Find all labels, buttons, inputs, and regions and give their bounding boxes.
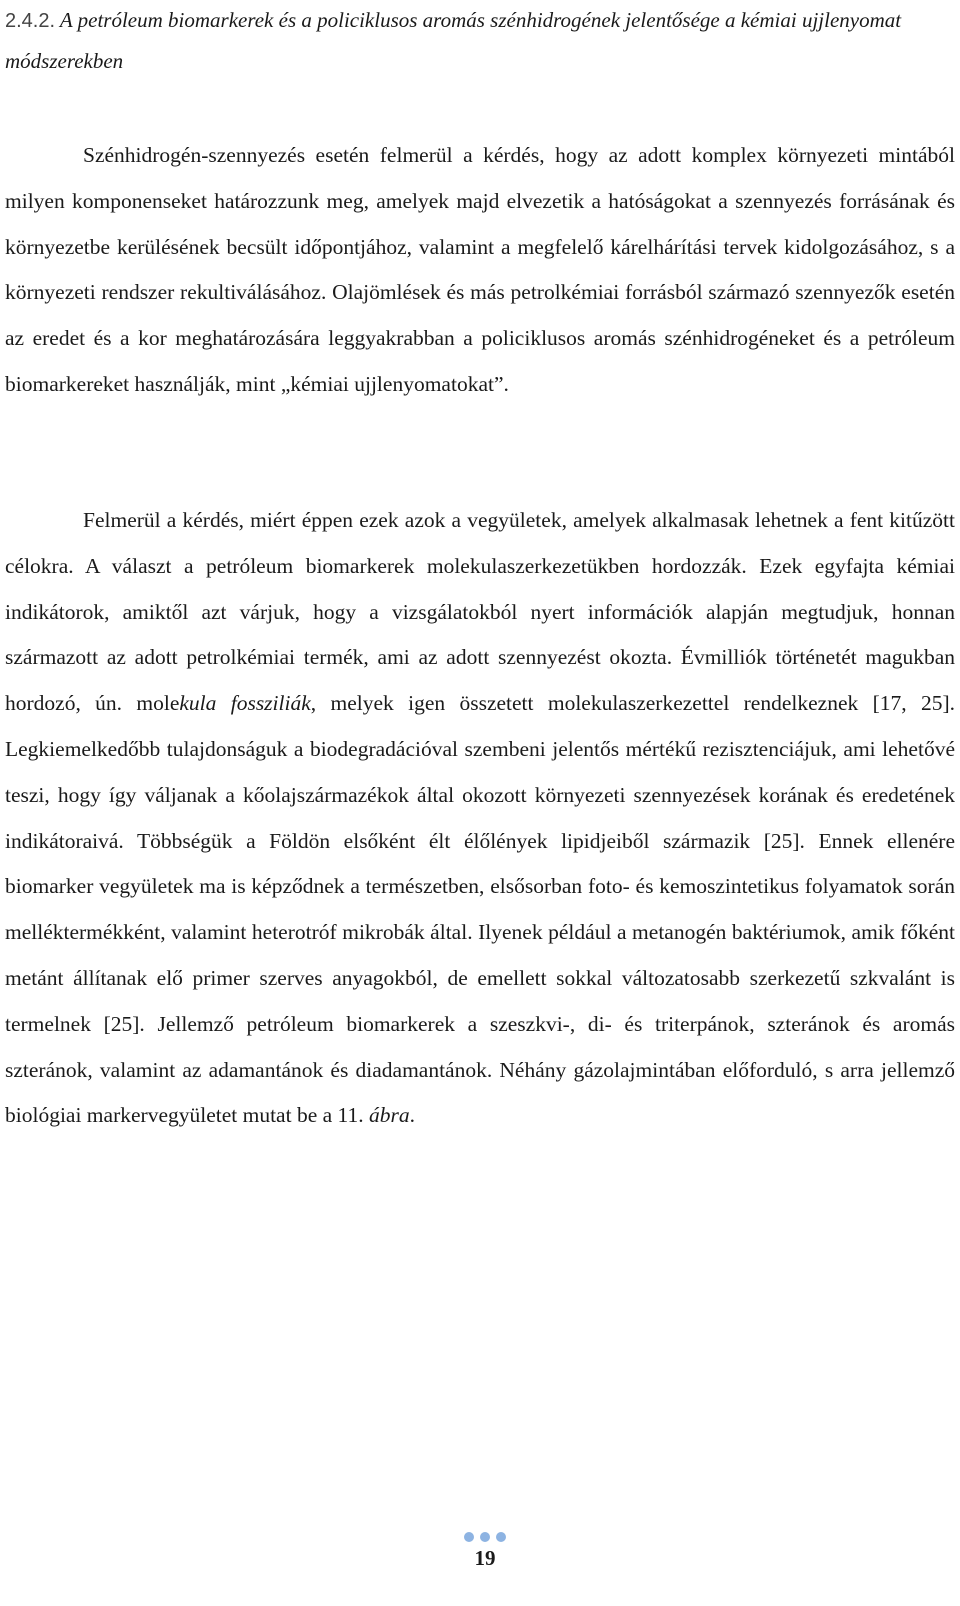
- section-heading: [5, 0, 955, 81]
- paragraph-2-part-2: , melyek igen összetett molekulaszerkezettel rendelkeznek [17, 25]. Legkiemelkedőbb tulajdonságuk a biodegradációval szembeni jelentős mértékű rezisztenciájuk, ami lehetővé teszi, hogy így váljanak a kőolajszármazékok által okozott környezeti szennyezések korának és eredetének indikátoraivá. Többségük a Földön elsőként élt élőlények lipidjeiből származik [25]. Ennek ellenére biomarker vegyületek ma is képződnek a természetben, elsősorban foto- és kemoszintetikus folyamatok során melléktermékként, valamint heterotróf mikrobák által. Ilyenek például a metanogén baktériumok, amik főként metánt állítanak elő primer szerves anyagokból, de emellett sokkal változatosabb szerkezetű szkvalánt is termelnek [25]. Jellemző petróleum biomarkerek a szeszkvi-, di- és triterpánok, szteránok és aromás szteránok, valamint az adamantánok és diadamantánok. Néhány gázolajmintában előforduló, s arra jellemző biológiai markervegyületet mutat be a 11.: [5, 691, 955, 1128]
- dot-icon: [480, 1532, 490, 1542]
- figure-reference: ábra: [369, 1103, 410, 1128]
- footer-dots-icon: [10, 1532, 960, 1542]
- dot-icon: [464, 1532, 474, 1542]
- section-number: 2.4.2.: [5, 10, 56, 32]
- paragraph-2-italic-term: kula fossziliák: [179, 691, 311, 716]
- section-title: A petróleum biomarkerek és a policiklusos aromás szénhidrogének jelentősége a kémiai ujjlenyomat módszerekben: [5, 8, 902, 73]
- paragraph-2-part-3: .: [409, 1103, 415, 1128]
- paragraph-2: [5, 498, 955, 1139]
- paragraph-1: Szénhidrogén-szennyezés esetén felmerül a kérdés, hogy az adott komplex környezeti mintából milyen komponenseket határozzunk meg, amelyek majd elvezetik a hatóságokat a szennyezés forrásának és környezetbe kerülésének becsült időpontjához, valamint a megfelelő kárelhárítási tervek kidolgozásához, s a környezeti rendszer rekultiválásához. Olajömlések és más petrolkémiai forrásból származó szennyezők esetén az eredet és a kor meghatározására leggyakrabban a policiklusos aromás szénhidrogéneket és a petróleum biomarkereket használják, mint „kémiai ujjlenyomatokat”.: [5, 143, 955, 396]
- paragraph-2-part-1: Felmerül a kérdés, miért éppen ezek azok a vegyületek, amelyek alkalmasak lehetnek a fent kitűzött célokra. A választ a petróleum biomarkerek molekulaszerkezetükben hordozzák. Ezek egyfajta kémiai indikátorok, amiktől azt várjuk, hogy a vizsgálatokból nyert információk alapján megtudjuk, honnan származott az adott petrolkémiai termék, ami az adott szennyezést okozta. Évmilliók történetét magukban hordozó, ún. mole: [5, 508, 955, 716]
- page-footer: [0, 1532, 960, 1571]
- dot-icon: [496, 1532, 506, 1542]
- page-number: 19: [474, 1546, 496, 1570]
